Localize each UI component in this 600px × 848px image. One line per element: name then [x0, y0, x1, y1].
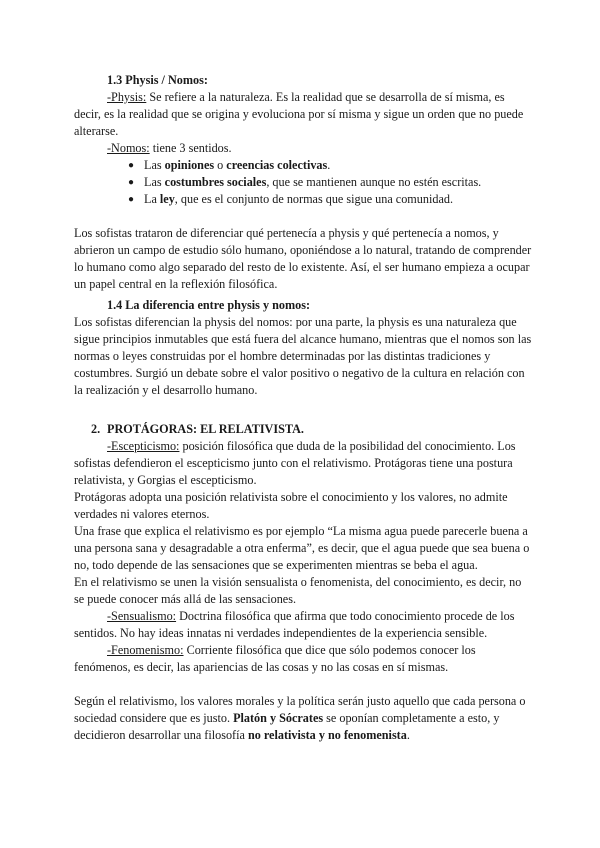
- text-line: Protágoras adopta una posición relativista sobre el conocimiento y los valores, no admite: [74, 490, 508, 504]
- nomos-definition-line: -Nomos: tiene 3 sentidos.: [107, 141, 232, 155]
- text-line: Una frase que explica el relativismo es por ejemplo “La misma agua puede parecerle buena a: [74, 524, 528, 538]
- escepticismo-term: -Escepticismo:: [107, 439, 180, 453]
- physis-definition-line: -Physis: Se refiere a la naturaleza. Es la realidad que se desarrolla de sí misma, es: [107, 90, 505, 104]
- text-line: fenómenos, es decir, las apariencias de las cosas y no las cosas en sí mismas.: [74, 660, 449, 674]
- section-1-4-title: 1.4 La diferencia entre physis y nomos:: [107, 298, 311, 312]
- text-line: sigue principios inmutables que está fuera del alcance humano, mientras que el nomos son las: [74, 332, 532, 346]
- bullet-icon: ●: [128, 194, 135, 205]
- sensualismo-term: -Sensualismo:: [107, 609, 177, 623]
- text-line: lo humano como algo separado del resto de lo existente. Así, el ser humano empieza a ocupar: [74, 260, 530, 274]
- escepticismo-definition-line: -Escepticismo: posición filosófica que duda de la posibilidad del conocimiento. Los: [107, 439, 516, 453]
- nomos-term: -Nomos:: [107, 141, 150, 155]
- text-line: la realización y el desarrollo humano.: [74, 383, 258, 397]
- fenomenismo-definition-line: -Fenomenismo: Corriente filosófica que dice que sólo podemos conocer los: [107, 643, 476, 657]
- section-1-3-title: 1.3 Physis / Nomos:: [107, 73, 208, 87]
- text-line: Los sofistas trataron de diferenciar qué pertenecía a physis y qué pertenecía a nomos, y: [74, 226, 499, 240]
- text-line: una persona sana y desagradable a otra enferma”, es decir, que el agua puede que sea buena o: [74, 541, 530, 555]
- list-item: La ley, que es el conjunto de normas que sigue una comunidad.: [144, 192, 454, 206]
- text-line: no, todo depende de las sensaciones que se experimenten mientras se beba el agua.: [74, 558, 478, 572]
- text-line: decir, es la realidad que se origina y evoluciona por sí misma y sigue un orden que no puede: [74, 107, 524, 121]
- section-2-title: PROTÁGORAS: EL RELATIVISTA.: [107, 422, 304, 436]
- physis-term: -Physis:: [107, 90, 147, 104]
- text-line: Según el relativismo, los valores morales y la política serán justo aquello que cada persona o: [74, 694, 526, 708]
- text-line: sentidos. No hay ideas innatas ni verdades independientes de la experiencia sensible.: [74, 626, 488, 640]
- bullet-icon: ●: [128, 160, 135, 171]
- text-line: se puede conocer más allá de las sensaciones.: [74, 592, 296, 606]
- section-2-number: 2.: [91, 422, 101, 436]
- text-line: sofistas defendieron el escepticismo junto con el relativismo. Protágoras tiene una postura: [74, 456, 513, 470]
- sensualismo-definition-line: -Sensualismo: Doctrina filosófica que afirma que todo conocimiento procede de los: [107, 609, 515, 623]
- text-line: costumbres. Surgió un debate sobre el valor positivo o negativo de la cultura en relación con: [74, 366, 525, 380]
- text-line: decidieron desarrollar una filosofía no relativista y no fenomenista.: [74, 728, 410, 742]
- list-item: Las costumbres sociales, que se mantienen aunque no estén escritas.: [144, 175, 482, 189]
- list-item: Las opiniones o creencias colectivas.: [144, 158, 331, 172]
- text-line: abrieron un campo de estudio sólo humano, oponiéndose a lo natural, tratando de comprender: [74, 243, 532, 257]
- text-line: normas o leyes construidas por el hombre determinadas por las distintas tradiciones y: [74, 349, 491, 363]
- text-line: un papel central en la reflexión filosófica.: [74, 277, 278, 291]
- text-line: sociedad considere que es justo. Platón y Sócrates se oponían completamente a esto, y: [74, 711, 500, 725]
- text-line: verdades ni valores eternos.: [74, 507, 210, 521]
- fenomenismo-term: -Fenomenismo:: [107, 643, 184, 657]
- bullet-icon: ●: [128, 177, 135, 188]
- text-line: alterarse.: [74, 124, 119, 138]
- text-line: En el relativismo se unen la visión sensualista o fenomenista, del conocimiento, es decir, no: [74, 575, 522, 589]
- text-line: Los sofistas diferencian la physis del nomos: por una parte, la physis es una naturaleza que: [74, 315, 517, 329]
- text-line: relativista, y Gorgias el escepticismo.: [74, 473, 257, 487]
